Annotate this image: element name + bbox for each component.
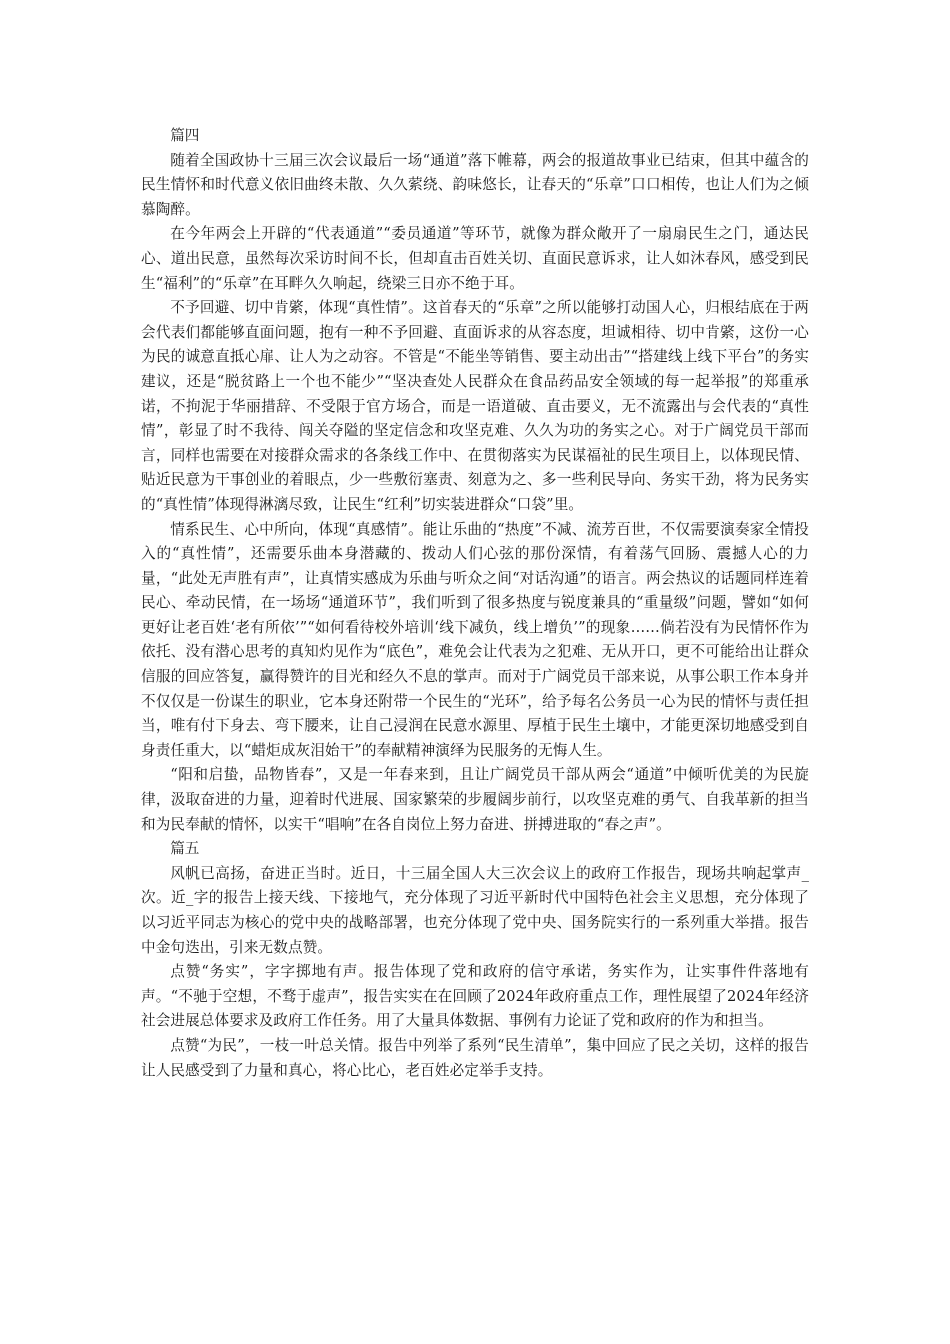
paragraph: 不予回避、切中肯綮，体现“真性情”。这首春天的“乐章”之所以能够打动国人心，归根结底在于两会代表们都能够直面问题，抱有一种不予回避、直面诉求的从容态度，坦诚相待、切中肯綮，这份一心为民的诚意直抵心扉、让人为之动容。不管是“不能坐等销售、要主动出击”“搭建线上线下平台”的务实建议，还是“脱贫路上一个也不能少”“坚决查处人民群众在食品药品安全领域的每一起举报”的郑重承诺，不拘泥于华丽措辞、不受限于官方场合，而是一语道破、直击要义，无不流露出与会代表的“真性情”，彰显了时不我待、闯关夺隘的坚定信念和攻坚克难、久久为功的务实之心。对于广阔党员干部而言，同样也需要在对接群众需求的各条线工作中、在贯彻落实为民谋福祉的民生项目上，以体现民情、贴近民意为干事创业的着眼点，少一些敷衍塞责、刻意为之、多一些利民导向、务实干劲，将为民务实的“真性情”体现得淋漓尽致，让民生“红利”切实装进群众“口袋”里。 [141, 299, 809, 513]
section-heading: 篇五 [170, 840, 200, 858]
section-heading: 篇四 [170, 127, 200, 144]
paragraph: “阳和启蛰，品物皆春”，又是一年春来到，且让广阔党员干部从两会“通道”中倾听优美的为民旋律，汲取奋进的力量，迎着时代进展、国家繁荣的步履阔步前行，以攻坚克难的勇气、自我革新的担当和为民奉献的情怀，以实干“唱响”在各自岗位上努力奋进、拼搏进取的“春之声”。 [141, 766, 809, 833]
paragraph: 点赞“为民”，一枝一叶总关情。报告中列举了系列“民生清单”，集中回应了民之关切，这样的报告让人民感受到了力量和真心，将心比心，老百姓必定举手支持。 [141, 1036, 809, 1079]
paragraph: 情系民生、心中所向，体现“真感情”。能让乐曲的“热度”不减、流芳百世，不仅需要演奏家全情投入的“真性情”，还需要乐曲本身潜藏的、拨动人们心弦的那份深情，有着荡气回肠、震撼人心的力量，“此处无声胜有声”，让真情实感成为乐曲与听众之间“对话沟通”的语言。两会热议的话题同样连着民心、牵动民情，在一场场“通道环节”，我们听到了很多热度与锐度兼具的“重量级”问题，譬如“如何更好让老百姓‘老有所依’”“如何看待校外培训‘线下减负，线上增负’”的现象……倘若没有为民情怀作为依托、没有潜心思考的真知灼见作为“底色”，难免会让代表为之犯难、无从开口，更不可能给出让群众信服的回应答复，赢得赞许的目光和经久不息的掌声。而对于广阔党员干部来说，从事公职工作本身并不仅仅是一份谋生的职业，它本身还附带一个民生的“光环”，给予每名公务员一心为民的情怀与责任担当，唯有付下身去、弯下腰来，让自己浸润在民意水源里、厚植于民生土壤中，才能更深切地感受到自身责任重大，以“蜡炬成灰泪始干”的奉献精神演绎为民服务的无悔人生。 [141, 520, 809, 759]
paragraph: 随着全国政协十三届三次会议最后一场“通道”落下帷幕，两会的报道故事业已结束，但其中蕴含的民生情怀和时代意义依旧曲终未散、久久萦绕、韵味悠长，让春天的“乐章”口口相传，也让人们为之倾慕陶醉。 [141, 151, 809, 218]
section-4 [141, 124, 809, 837]
document-body [141, 124, 809, 1083]
section-5 [141, 837, 809, 1083]
paragraph: 点赞“务实”，字字掷地有声。报告体现了党和政府的信守承诺，务实作为，让实事件件落地有声。“不驰于空想，不骛于虚声”，报告实实在在回顾了2024年政府重点工作，理性展望了2024年经济社会进展总体要求及政府工作任务。用了大量具体数据、事例有力论证了党和政府的作为和担当。 [141, 963, 809, 1030]
paragraph: 在今年两会上开辟的“代表通道”“委员通道”等环节，就像为群众敞开了一扇扇民生之门，通达民心、道出民意，虽然每次采访时间不长，但却直击百姓关切、直面民意诉求，让人如沐春风，感受到民生“福利”的“乐章”在耳畔久久响起，绕梁三日亦不绝于耳。 [141, 225, 809, 292]
paragraph: 风帆已高扬，奋进正当时。近日，十三届全国人大三次会议上的政府工作报告，现场共响起掌声_次。近_字的报告上接天线、下接地气，充分体现了习近平新时代中国特色社会主义思想，充分体现了以习近平同志为核心的党中央的战略部署，也充分体现了党中央、国务院实行的一系列重大举措。报告中金句迭出，引来无数点赞。 [141, 864, 809, 956]
